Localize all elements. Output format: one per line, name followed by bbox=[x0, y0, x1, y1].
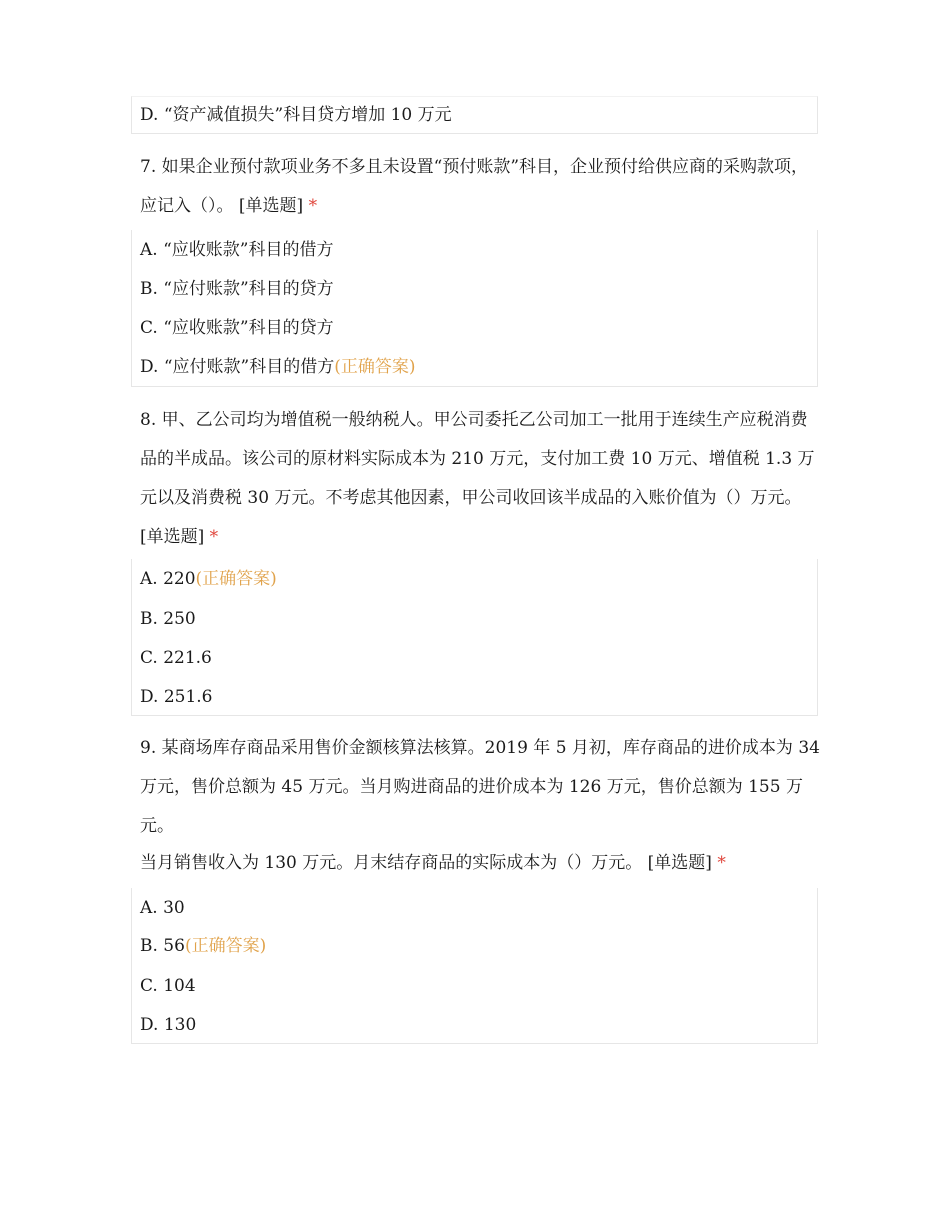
option-text: B. 250 bbox=[140, 609, 196, 629]
option-text: A. 30 bbox=[140, 898, 185, 918]
option-text: B. “应付账款”科目的贷方 bbox=[140, 279, 334, 299]
q9-option-c[interactable] bbox=[140, 975, 196, 997]
question-9 bbox=[140, 729, 820, 880]
option-text: D. “应付账款”科目的借方 bbox=[140, 357, 335, 377]
required-star: * bbox=[717, 853, 726, 873]
option-text: C. 104 bbox=[140, 976, 196, 996]
option-text: C. “应收账款”科目的贷方 bbox=[140, 318, 334, 338]
option-d-prev[interactable] bbox=[140, 104, 452, 126]
q7-option-a[interactable] bbox=[140, 239, 333, 261]
q7-option-c[interactable] bbox=[140, 317, 334, 339]
option-text: A. “应收账款”科目的借方 bbox=[140, 240, 334, 260]
option-text: C. 221.6 bbox=[140, 648, 212, 668]
options-box-q9 bbox=[131, 888, 818, 1044]
option-text: D. “资产减值损失”科目贷方增加 10 万元 bbox=[140, 105, 452, 125]
q8-option-c[interactable] bbox=[140, 647, 212, 669]
option-text: B. 56 bbox=[140, 936, 185, 956]
required-star: * bbox=[209, 527, 219, 547]
question-8 bbox=[140, 401, 820, 557]
q9-option-b[interactable] bbox=[140, 935, 266, 957]
option-text: D. 130 bbox=[140, 1015, 197, 1035]
question-text-2: 当月销售收入为 130 万元。月末结存商品的实际成本为（）万元。 [单选题] bbox=[140, 853, 712, 873]
option-text: A. 220 bbox=[140, 569, 196, 589]
q7-option-b[interactable] bbox=[140, 278, 334, 300]
q7-option-d[interactable] bbox=[140, 356, 415, 378]
question-7 bbox=[140, 148, 820, 226]
correct-answer-tag: (正确答案) bbox=[334, 357, 416, 377]
correct-answer-tag: (正确答案) bbox=[184, 936, 267, 956]
q8-option-d[interactable] bbox=[140, 686, 213, 708]
q9-option-a[interactable] bbox=[140, 897, 185, 919]
option-text: D. 251.6 bbox=[140, 687, 213, 707]
question-text: 7. 如果企业预付款项业务不多且未设置“预付账款”科目，企业预付给供应商的采购款项，应记入（）。 [单选题] bbox=[140, 157, 809, 216]
question-text: 9. 某商场库存商品采用售价金额核算法核算。2019 年 5 月初，库存商品的进价成本为 34 万元，售价总额为 45 万元。当月购进商品的进价成本为 126 万元，售价总额为 155 万元。 bbox=[140, 738, 820, 836]
required-star: * bbox=[308, 196, 318, 216]
correct-answer-tag: (正确答案) bbox=[195, 569, 277, 589]
question-text-line2 bbox=[140, 846, 820, 880]
question-text: 8. 甲、乙公司均为增值税一般纳税人。甲公司委托乙公司加工一批用于连续生产应税消费品的半成品。该公司的原材料实际成本为 210 万元，支付加工费 10 万元、增值税 1.3 万元以及消费税 30 万元。不考虑其他因素，甲公司收回该半成品的入账价值为（）万元。 [单选题] bbox=[140, 410, 815, 547]
q9-option-d[interactable] bbox=[140, 1014, 196, 1036]
q8-option-a[interactable] bbox=[140, 568, 277, 590]
q8-option-b[interactable] bbox=[140, 608, 196, 630]
